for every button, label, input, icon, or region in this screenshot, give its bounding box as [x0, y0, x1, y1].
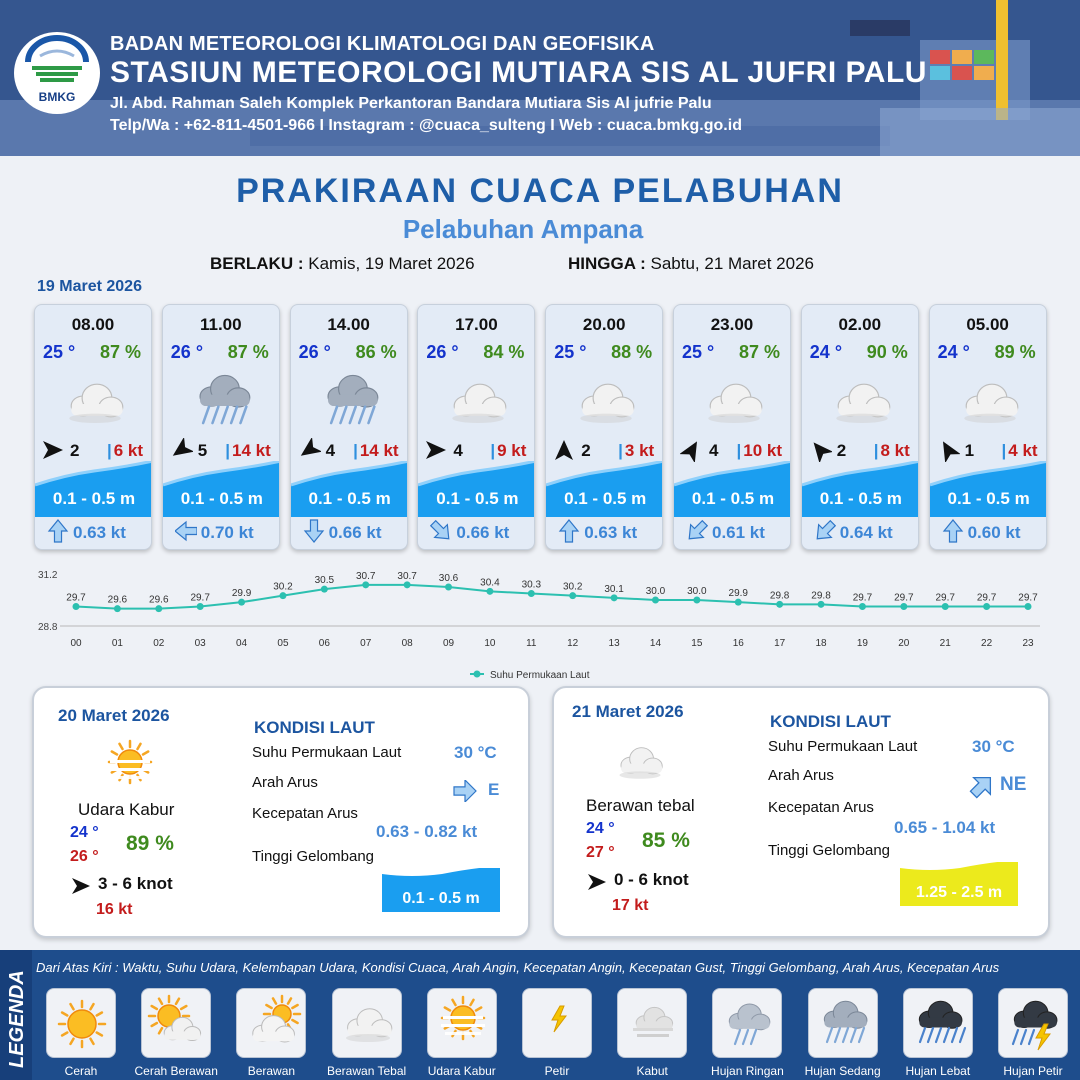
data-point: [611, 594, 618, 601]
data-label: 29.8: [769, 590, 790, 602]
x-tick-label: 02: [153, 638, 165, 649]
data-point: [652, 597, 659, 604]
data-point: [983, 603, 990, 610]
hour-time: 14.00: [327, 315, 370, 334]
data-point: [321, 586, 328, 593]
current-arrow-icon: [303, 518, 325, 544]
x-tick-label: 08: [401, 638, 413, 649]
day-wave: 1.25 - 2.5 m: [915, 884, 1003, 901]
day-date: 21 Maret 2026: [572, 702, 684, 721]
hour-temp: 25 °: [554, 342, 587, 362]
wind-arrow-icon: [808, 438, 832, 462]
data-point: [404, 581, 411, 588]
legend-item: [808, 988, 878, 1058]
x-tick-label: 18: [815, 638, 827, 649]
x-tick-label: 22: [981, 638, 993, 649]
hour-current: 0.70 kt: [200, 523, 254, 542]
sst-value: 30 °C: [454, 743, 497, 762]
berawan-icon: [242, 994, 302, 1054]
current-dir-label: Arah Arus: [768, 767, 834, 784]
hour-wind: 2: [70, 441, 80, 460]
x-tick-label: 09: [442, 638, 455, 649]
hujan-sedang-icon: [814, 994, 874, 1054]
data-label: 30.4: [480, 577, 500, 589]
current-arrow-icon: [47, 518, 69, 544]
x-tick-label: 23: [1022, 638, 1034, 649]
wave-label: Tinggi Gelombang: [768, 842, 891, 859]
hour-wave: 0.1 - 0.5 m: [436, 489, 519, 508]
berawan-tebal-icon: [568, 367, 644, 437]
data-label: 30.1: [604, 583, 624, 595]
petir-icon: [528, 994, 588, 1054]
sst-label: Suhu Permukaan Laut: [252, 744, 402, 761]
wind-arrow-icon: [70, 876, 92, 896]
hour-humidity: 86 %: [355, 342, 397, 362]
x-tick-label: 13: [608, 638, 620, 649]
data-point: [486, 588, 493, 595]
day-wave: 0.1 - 0.5 m: [402, 890, 480, 907]
x-tick-label: 11: [526, 638, 537, 649]
current-dir-label: Arah Arus: [252, 774, 318, 791]
day-panel-2: [552, 686, 1050, 938]
data-label: 29.6: [107, 594, 128, 606]
hour-wind: 4: [709, 441, 719, 460]
hour-wave: 0.1 - 0.5 m: [308, 489, 391, 508]
x-tick-label: 06: [318, 638, 330, 649]
wind-arrow-icon: [297, 438, 321, 462]
wind-arrow-icon: [424, 438, 448, 462]
berawan-tebal-icon: [824, 367, 900, 437]
legend-item-label: Berawan: [247, 1064, 296, 1078]
hour-gust-value: 3 kt: [624, 441, 655, 460]
legend-marker: [474, 671, 481, 678]
day-humidity: 89 %: [126, 832, 174, 855]
data-label: 29.7: [190, 592, 210, 604]
x-tick-label: 19: [856, 638, 868, 649]
hour-time: 08.00: [71, 315, 115, 334]
udara-kabur-icon: [92, 738, 168, 798]
header-banner: [0, 0, 1080, 156]
series-line: [76, 585, 1028, 609]
hour-wave: 0.1 - 0.5 m: [564, 489, 647, 508]
legend-item-label: Udara Kabur: [427, 1064, 496, 1078]
current-speed-label: Kecepatan Arus: [252, 805, 358, 822]
current-speed: 0.63 - 0.82 kt: [376, 822, 478, 841]
sea-condition-heading: KONDISI LAUT: [254, 718, 375, 737]
data-label: 30.0: [687, 586, 707, 597]
data-label: 30.7: [356, 570, 376, 582]
current-arrow-icon: [452, 780, 478, 802]
wave-label: Tinggi Gelombang: [252, 848, 375, 865]
legend-item: [141, 988, 211, 1058]
data-point: [362, 581, 369, 588]
current-speed-label: Kecepatan Arus: [768, 799, 874, 816]
bmkg-logo: [14, 32, 100, 114]
legend-item: [236, 988, 306, 1058]
hujan-lebat-icon: [909, 994, 969, 1054]
hour-card: [290, 304, 408, 550]
hour-humidity: 89 %: [994, 342, 1036, 362]
legend-title-bar: [0, 950, 32, 1080]
current-arrow-icon: [814, 518, 836, 544]
hour-current: 0.63 kt: [73, 523, 126, 542]
hour-humidity: 88 %: [611, 342, 653, 362]
hour-time: 05.00: [966, 315, 1009, 334]
data-label: 30.2: [562, 581, 583, 593]
legend-item-label: Petir: [544, 1064, 570, 1078]
berawan-tebal-icon: [696, 367, 772, 437]
berawan-tebal-icon: [338, 994, 398, 1054]
hour-current: 0.61 kt: [712, 523, 765, 542]
page-title: PRAKIRAAN CUACA PELABUHAN: [236, 172, 844, 210]
current-arrow-icon: [175, 518, 197, 544]
hour-gust: | 14 kt: [225, 441, 271, 460]
legend-title: LEGENDA: [6, 970, 28, 1068]
hour-current: 0.60 kt: [967, 523, 1021, 542]
x-tick-label: 04: [236, 638, 248, 649]
day-temp-min: 24 °: [586, 820, 615, 837]
berawan-tebal-icon: [606, 734, 674, 790]
x-tick-label: 20: [898, 638, 910, 649]
valid-from-value: Kamis, 19 Maret 2026: [308, 254, 475, 273]
day-temp-max: 26 °: [70, 848, 99, 865]
wind-arrow-icon: [586, 872, 608, 892]
data-point: [859, 603, 866, 610]
y-tick-label: 28.8: [38, 622, 58, 633]
day-temp-max: 27 °: [586, 844, 615, 861]
hour-current: 0.64 kt: [839, 523, 893, 542]
hour-card: [417, 304, 535, 550]
data-label: 29.7: [66, 592, 86, 604]
hour-wave: 0.1 - 0.5 m: [180, 489, 263, 508]
hour-card: [801, 304, 919, 550]
hour-card: [673, 304, 791, 550]
data-point: [238, 599, 245, 606]
data-label: 29.7: [1018, 592, 1038, 604]
legend-item-label: Cerah: [64, 1064, 98, 1078]
data-label: 29.8: [811, 590, 831, 602]
legend-item-label: Kabut: [636, 1064, 668, 1078]
cerah-icon: [52, 994, 112, 1054]
hour-time: 20.00: [582, 315, 626, 334]
data-label: 30.7: [397, 570, 417, 582]
x-tick-label: 10: [484, 638, 496, 649]
current-arrow-icon: [430, 518, 452, 544]
current-arrow-icon: [686, 518, 708, 544]
wind-arrow-icon: [169, 438, 193, 462]
data-point: [279, 592, 286, 599]
legend-label: Suhu Permukaan Laut: [490, 670, 590, 681]
x-tick-label: 00: [70, 638, 82, 649]
hour-gust: | 14 kt: [353, 441, 399, 460]
hour-gust-value: 10 kt: [743, 441, 782, 460]
hour-wave: 0.1 - 0.5 m: [691, 489, 775, 508]
legend-item: [427, 988, 497, 1058]
day-condition: Berawan tebal: [586, 796, 695, 815]
legend-item: [617, 988, 687, 1058]
data-point: [569, 592, 576, 599]
hour-wind: 2: [581, 441, 591, 460]
hour-wave: 0.1 - 0.5 m: [52, 489, 136, 508]
port-name: Pelabuhan Ampana: [402, 214, 644, 244]
data-point: [693, 597, 700, 604]
hour-temp: 24 °: [809, 342, 843, 362]
x-tick-label: 15: [691, 638, 703, 649]
station-name: STASIUN METEOROLOGI MUTIARA SIS AL JUFRI PALU: [110, 56, 927, 89]
data-label: 30.2: [273, 581, 293, 593]
legend-item: [998, 988, 1068, 1058]
hour-gust: | 6 kt: [106, 441, 143, 460]
berawan-tebal-icon: [952, 367, 1028, 437]
data-point: [818, 601, 825, 608]
data-label: 29.6: [149, 594, 169, 606]
hour-card: [929, 304, 1047, 550]
wind-arrow-icon: [552, 438, 576, 462]
data-label: 30.0: [645, 586, 666, 597]
data-point: [900, 603, 907, 610]
legend-item-label: Hujan Petir: [1003, 1064, 1063, 1078]
hour-gust-value: 9 kt: [497, 441, 527, 460]
hour-humidity: 87 %: [738, 342, 780, 362]
current-arrow-icon: [968, 772, 996, 800]
hour-gust-value: 14 kt: [232, 441, 271, 460]
legend-description: Dari Atas Kiri : Waktu, Suhu Udara, Kelembapan Udara, Kondisi Cuaca, Arah Angin, Kecepatan Angin, Kecepatan Gust, Tinggi Gelombang, Arah Arus, Kecepatan Arus: [36, 960, 1000, 975]
udara-kabur-icon: [433, 994, 493, 1054]
x-tick-label: 01: [111, 638, 123, 649]
hour-temp: 25 °: [43, 342, 76, 362]
hour-card: [545, 304, 663, 550]
hour-gust: | 4 kt: [1001, 441, 1038, 460]
valid-from: [210, 254, 475, 274]
hour-current: 0.66 kt: [328, 523, 382, 542]
hujan-sedang-icon: [313, 367, 389, 437]
legend-item-label: Cerah Berawan: [134, 1064, 218, 1078]
hour-humidity: 87 %: [227, 342, 269, 362]
data-point: [197, 603, 204, 610]
wind-arrow-icon: [936, 438, 960, 462]
hour-gust-value: 14 kt: [359, 441, 399, 460]
data-label: 30.6: [438, 573, 459, 584]
agency-name: BADAN METEOROLOGI KLIMATOLOGI DAN GEOFISIKA: [110, 33, 655, 55]
sst-chart: [0, 562, 1080, 686]
data-point: [528, 590, 535, 597]
hour-wind: 2: [836, 441, 847, 460]
day-temp-min: 24 °: [70, 824, 99, 841]
hour-current: 0.66 kt: [456, 523, 510, 542]
kabut-icon: [623, 994, 683, 1054]
hour-temp: 26 °: [298, 342, 331, 362]
data-label: 30.3: [521, 579, 542, 591]
data-point: [445, 584, 452, 591]
hour-wind: 1: [964, 441, 975, 460]
current-arrow-icon: [942, 518, 964, 544]
hour-temp: 25 °: [682, 342, 715, 362]
legend-item: [46, 988, 116, 1058]
data-point: [155, 605, 162, 612]
hour-wind: 5: [197, 441, 208, 460]
hour-temp: 24 °: [937, 342, 970, 362]
hour-temp: 26 °: [170, 342, 204, 362]
hour-gust-value: 6 kt: [113, 441, 143, 460]
station-address: Jl. Abd. Rahman Saleh Komplek Perkantoran Bandara Mutiara Sis Al jufrie Palu: [110, 95, 712, 112]
hour-gust: | 10 kt: [736, 441, 782, 460]
data-label: 29.7: [935, 592, 955, 604]
data-label: 29.7: [852, 592, 873, 604]
hour-temp: 26 °: [426, 342, 459, 362]
legend-item-label: Hujan Sedang: [804, 1064, 881, 1078]
data-point: [73, 603, 80, 610]
hour-wave: 0.1 - 0.5 m: [819, 489, 902, 508]
legend-item: [332, 988, 402, 1058]
berawan-tebal-icon: [440, 367, 516, 437]
hour-gust: | 3 kt: [618, 441, 655, 460]
hour-current: 0.63 kt: [584, 523, 638, 542]
legend-item: [903, 988, 973, 1058]
legend-item: [522, 988, 592, 1058]
hujan-ringan-icon: [718, 994, 778, 1054]
hour-gust-value: 4 kt: [1008, 441, 1038, 460]
wind-arrow-icon: [680, 438, 704, 462]
x-tick-label: 14: [649, 638, 662, 649]
hour-card: [162, 304, 280, 550]
day1-date: 19 Maret 2026: [37, 278, 142, 295]
day-wind: 3 - 6 knot: [98, 874, 173, 893]
data-point: [114, 605, 121, 612]
day-wind: 0 - 6 knot: [614, 870, 689, 889]
hour-gust: | 8 kt: [873, 441, 910, 460]
current-arrow-icon: [558, 518, 580, 544]
hour-gust-value: 8 kt: [880, 441, 910, 460]
day-date: 20 Maret 2026: [58, 706, 170, 725]
data-point: [1025, 603, 1032, 610]
station-contact: Telp/Wa : +62-811-4501-966 I Instagram : @cuaca_sulteng I Web : cuaca.bmkg.go.id: [110, 117, 742, 134]
legend-item-label: Berawan Tebal: [327, 1064, 407, 1078]
data-point: [776, 601, 783, 608]
logo-text: BMKG: [38, 90, 76, 104]
hour-humidity: 84 %: [483, 342, 525, 362]
sst-value: 30 °C: [972, 737, 1015, 756]
day-gust: 17 kt: [612, 897, 649, 914]
x-tick-label: 16: [732, 638, 744, 649]
valid-from-label: BERLAKU :: [210, 254, 304, 273]
data-point: [942, 603, 949, 610]
wind-arrow-icon: [41, 438, 65, 462]
x-tick-label: 03: [194, 638, 206, 649]
legend-item-label: Hujan Lebat: [905, 1064, 971, 1078]
data-label: 29.9: [231, 588, 252, 600]
day-panel-1: [32, 686, 530, 938]
hour-time: 11.00: [199, 315, 242, 334]
legend-item-label: Hujan Ringan: [711, 1064, 784, 1078]
data-label: 29.7: [976, 592, 997, 604]
legend-item: [712, 988, 782, 1058]
current-speed: 0.65 - 1.04 kt: [894, 818, 996, 837]
hour-time: 17.00: [455, 315, 498, 334]
hour-card: [34, 304, 152, 550]
hujan-sedang-icon: [185, 367, 261, 437]
day-condition: Udara Kabur: [78, 800, 175, 819]
hujan-petir-icon: [1004, 994, 1064, 1054]
hour-gust: | 9 kt: [490, 441, 527, 460]
x-tick-label: 07: [360, 638, 372, 649]
day-gust: 16 kt: [96, 901, 133, 918]
valid-to-label: HINGGA :: [568, 254, 646, 273]
berawan-tebal-icon: [57, 367, 133, 437]
data-label: 29.9: [728, 588, 748, 600]
data-point: [735, 599, 742, 606]
current-dir: NE: [1000, 774, 1027, 795]
day-humidity: 85 %: [642, 829, 690, 852]
hour-humidity: 87 %: [99, 342, 141, 362]
hour-humidity: 90 %: [866, 342, 908, 362]
valid-to: [568, 254, 814, 274]
valid-to-value: Sabtu, 21 Maret 2026: [650, 254, 815, 273]
x-tick-label: 21: [939, 638, 951, 649]
data-label: 30.5: [314, 575, 335, 587]
data-label: 29.7: [894, 592, 914, 604]
hour-time: 02.00: [838, 315, 882, 334]
sea-condition-heading: KONDISI LAUT: [770, 712, 891, 731]
x-tick-label: 05: [277, 638, 289, 649]
x-tick-label: 17: [774, 638, 786, 649]
hour-wind: 4: [453, 441, 463, 460]
x-tick-label: 12: [567, 638, 579, 649]
y-tick-label: 31.2: [38, 570, 58, 581]
sst-label: Suhu Permukaan Laut: [768, 738, 918, 755]
hour-time: 23.00: [710, 315, 754, 334]
cerah-berawan-icon: [147, 994, 207, 1054]
current-dir: E: [488, 780, 500, 799]
hour-wind: 4: [325, 441, 336, 460]
hour-wave: 0.1 - 0.5 m: [947, 489, 1030, 508]
